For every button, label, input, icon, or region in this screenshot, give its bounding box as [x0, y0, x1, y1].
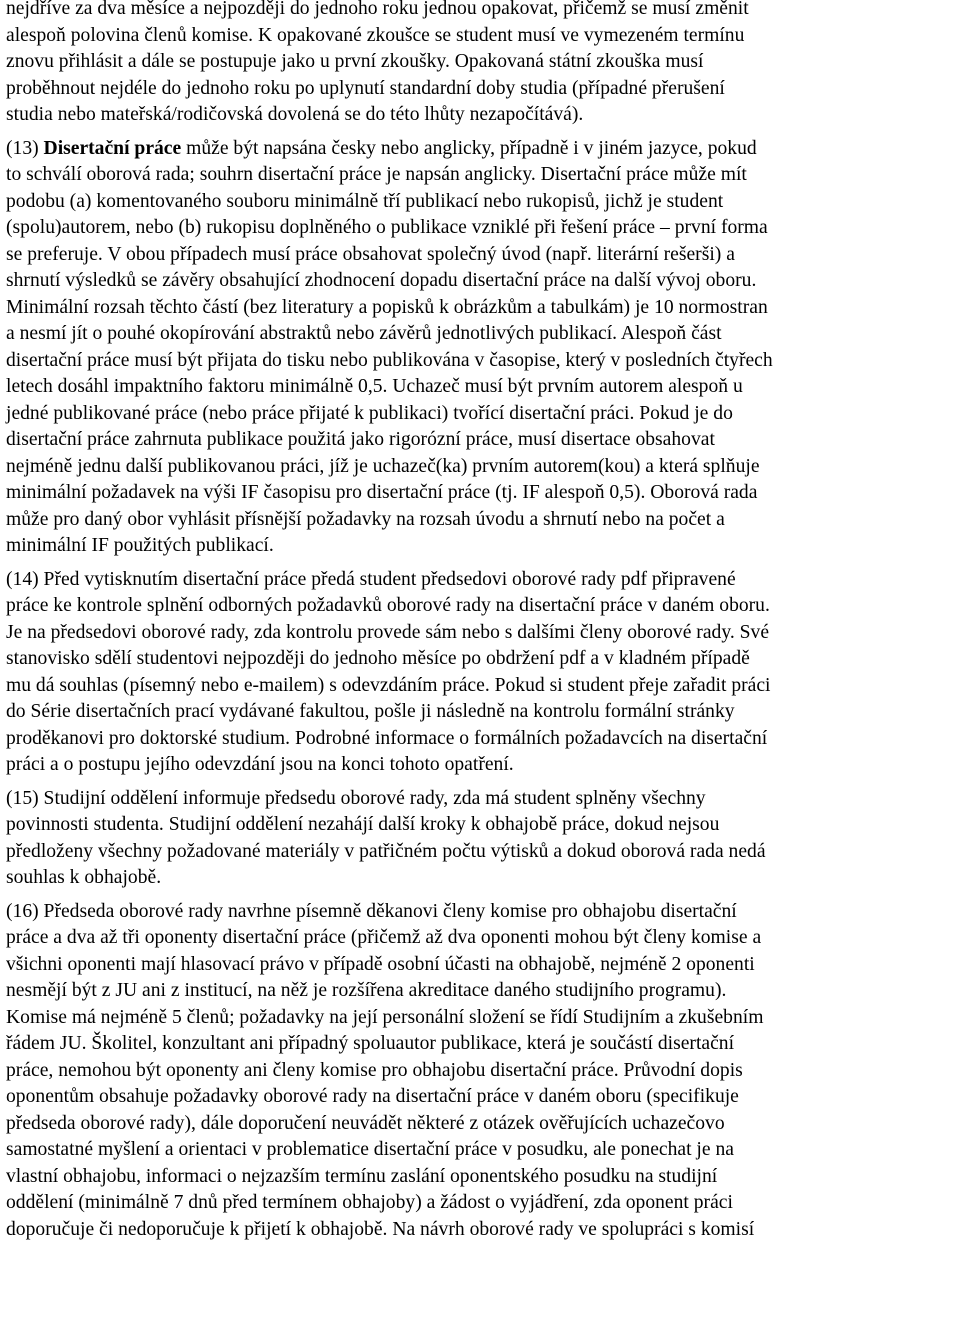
paragraph-gap — [6, 560, 956, 567]
paragraph-15: (15) Studijní oddělení informuje předsedu oborové rady, zda má student splněny všechny povinnosti studenta. Studijní oddělení nezahájí další kroky k obhajobě práce, dokud nejsou předloženy všechny požadované materiály v patřičném počtu výtisků a dokud oborová rada nedá souhlas k obhajobě. — [6, 787, 766, 888]
paragraph-gap — [6, 892, 956, 899]
paragraph-13-number: (13) — [6, 137, 44, 159]
paragraph-13-text: může být napsána česky nebo anglicky, případně i v jiném jazyce, pokud to schválí oborová rada; souhrn disertační práce je napsán anglicky. Disertační práce může mít podobu (a) komentovaného souboru minimálně tří publikací nebo rukopisů, jichž je student (spolu)autorem, nebo (b) rukopisu doplněného o publikace vzniklé při řešení práce – první forma se preferuje. V obou případech musí práce obsahovat společný úvod (např. literární rešerši) a shrnutí výsledků se závěry obsahující zhodnocení dopadu disertační práce na další vývoj oboru. Minimální rozsah těchto částí (bez literatury a popisků k obrázkům a tabulkám) je 10 normostran a nesmí jít o pouhé okopírování abstraktů nebo závěrů jednotlivých publikací. Alespoň část disertační práce musí být přijata do tisku nebo publikována v časopise, který v posledních čtyřech letech dosáhl impaktního faktoru minimálně 0,5. Uchazeč musí být prvním autorem alespoň u jedné publikované práce (nebo práce přijaté k publikaci) tvořící disertační práci. Pokud je do disertační práce zahrnuta publikace použitá jako rigorózní práce, musí disertace obsahovat nejméně jednu další publikovanou práci, jíž je uchazeč(ka) prvním autorem(kou) a která splňuje minimální požadavek na výši IF časopisu pro disertační práce (tj. IF alespoň 0,5). Oborová rada může pro daný obor vyhlásit přísnější požadavky na rozsah úvodu a shrnutí nebo na počet a minimální IF použitých publikací. — [6, 137, 773, 556]
paragraph-gap — [6, 129, 956, 136]
paragraph-gap — [6, 779, 956, 786]
paragraph-14: (14) Před vytisknutím disertační práce předá student předsedovi oborové rady pdf připravené práce ke kontrole splnění odborných požadavků oborové rady na disertační práce v daném oboru. Je na předsedovi oborové rady, zda kontrolu provede sám nebo s dalšími členy oborové rady. Své stanovisko sdělí studentovi nejpozději do jednoho měsíce po obdržení pdf a v kladném případě mu dá souhlas (písemný nebo e-mailem) s odevzdáním práce. Pokud si student přeje zařadit práci do Série disertačních prací vydávané fakultou, pošle ji následně na kontrolu formální stránky proděkanovi pro doktorské studium. Podrobné informace o formálních požadavcích na disertační práci a o postupu jejího odevzdání jsou na konci tohoto opatření. — [6, 568, 771, 775]
paragraph-16: (16) Předseda oborové rady navrhne písemně děkanovi členy komise pro obhajobu disertační práce a dva až tři oponenty disertační práce (přičemž až dva oponenti mohou být členy komise a všichni oponenti mají hlasovací právo v případě osobní účasti na obhajobě, nejméně 2 oponenti nesmějí být z JU ani z institucí, na něž je rozšířena akreditace daného studijního programu). Komise má nejméně 5 členů; požadavky na její personální složení se řídí Studijním a zkušebním řádem JU. Školitel, konzultant ani případný spoluautor publikace, která je součástí disertační práce, nemohou být oponenty ani členy komise pro obhajobu disertační práce. Průvodní dopis oponentům obsahuje požadavky oborové rady na disertační práce v daném oboru (specifikuje předseda oborové rady), dále doporučení neuvádět některé z otázek ověřujících uchazečovo samostatné myšlení a orientaci v problematice disertační práce v posudku, ale ponechat je na vlastní obhajobu, informaci o nejzazším termínu zaslání oponentského posudku na studijní oddělení (minimálně 7 dnů před termínem obhajoby) a žádost o vyjádření, zda oponent práci doporučuje či nedoporučuje k přijetí k obhajobě. Na návrh oborové rady ve spolupráci s komisí — [6, 900, 764, 1240]
document-page — [6, 0, 956, 1243]
term-disertacni-prace: Disertační práce — [43, 137, 182, 159]
paragraph-12-continued: nejdříve za dva měsíce a nejpozději do jednoho roku jednou opakovat, přičemž se musí změnit alespoň polovina členů komise. K opakované zkoušce se student musí ve vymezeném termínu znovu přihlásit a dále se postupuje jako u první zkoušky. Opakovaná státní zkouška musí proběhnout nejdéle do jednoho roku po uplynutí standardní doby studia (případné přerušení studia nebo mateřská/rodičovská dovolená se do této lhůty nezapočítává). — [6, 0, 749, 125]
paragraph-13 — [6, 136, 956, 560]
